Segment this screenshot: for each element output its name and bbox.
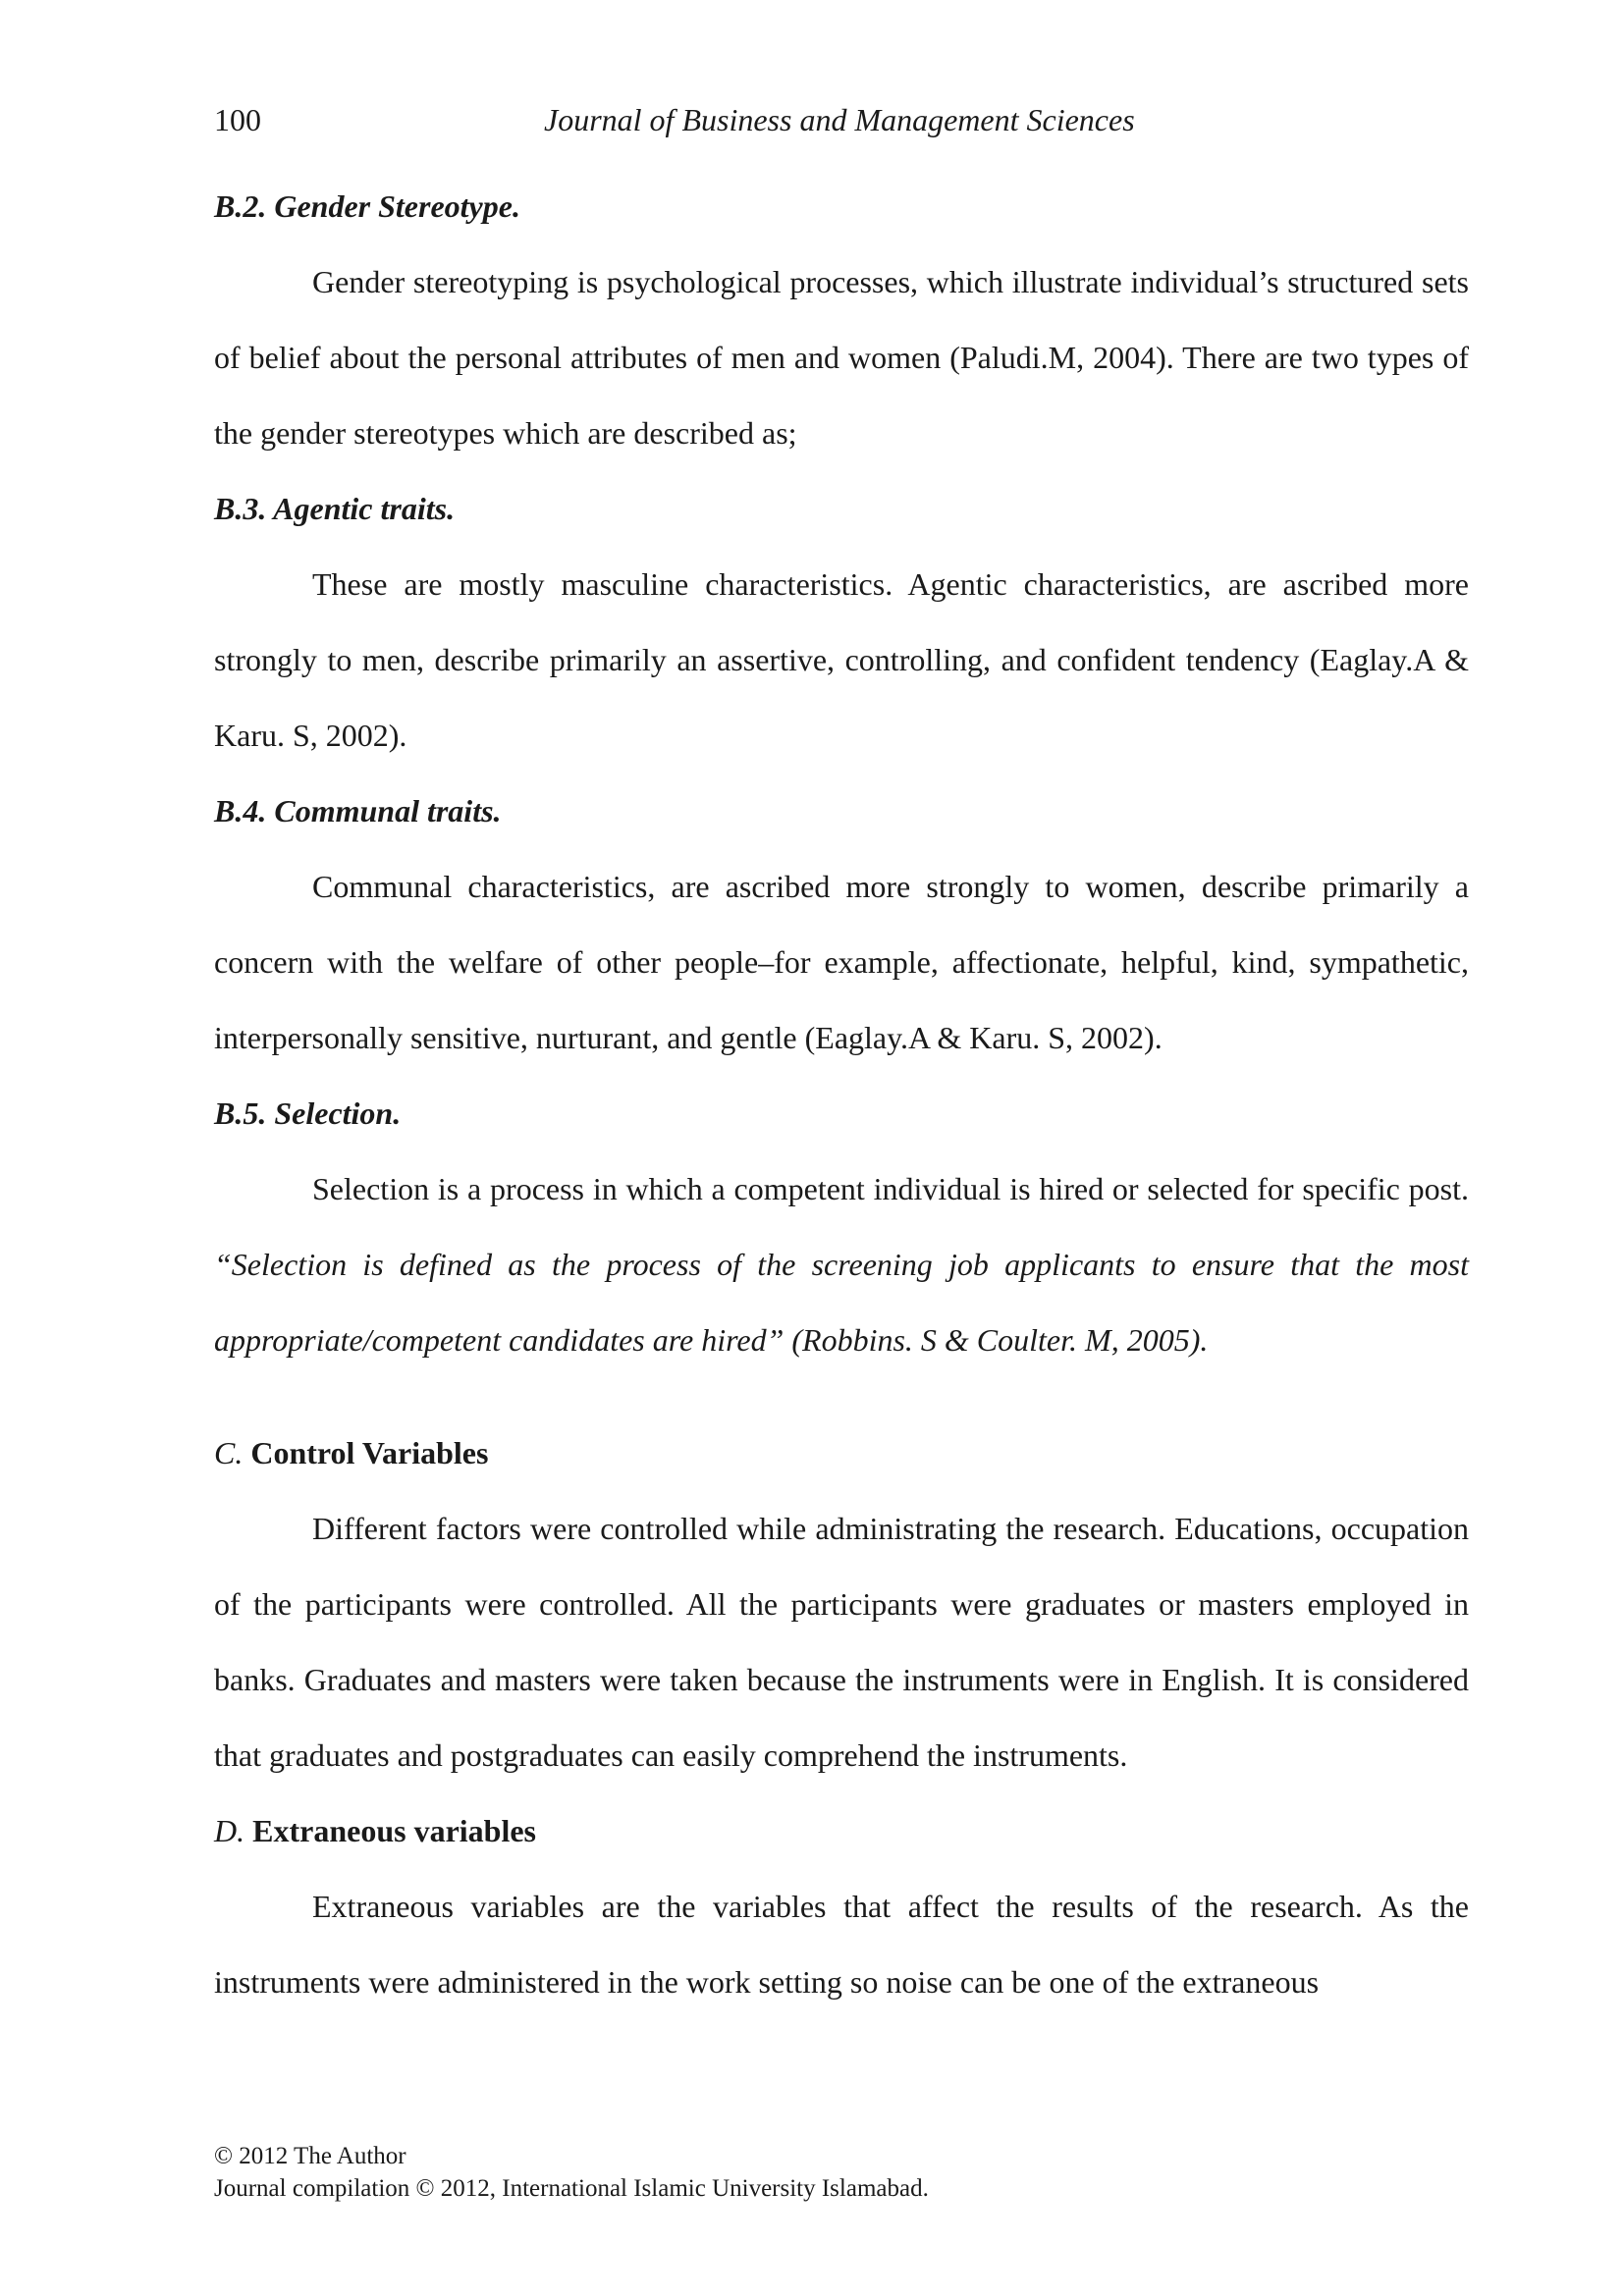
section-letter: C.: [214, 1435, 243, 1470]
body-paragraph: Communal characteristics, are ascribed more strongly to women, describe primarily a concern with the welfare of other people–for example, affectionate, helpful, kind, sympathetic, interpersonally sensitive, nurturant, and gentle (Eaglay.A & Karu. S, 2002).: [214, 869, 1469, 1055]
section-communal-traits: [214, 774, 1469, 1076]
section-spacer: [214, 1378, 1469, 1415]
definition-quote: “Selection is defined as the process of the screening job applicants to ensure that the most appropriate/competent candidates are hired” (Robbins. S & Coulter. M, 2005).: [214, 1247, 1469, 1358]
body-paragraph: These are mostly masculine characteristics. Agentic characteristics, are ascribed more strongly to men, describe primarily an assertive, controlling, and confident tendency (Eaglay.A & Karu. S, 2002).: [214, 566, 1469, 753]
section-control-variables: [214, 1415, 1469, 1793]
body-paragraph: Extraneous variables are the variables that affect the results of the research. As the instruments were administered in the work setting so noise can be one of the extraneous: [214, 1889, 1469, 2000]
page-number: 100: [214, 102, 261, 137]
compilation-line: Journal compilation © 2012, International Islamic University Islamabad.: [214, 2175, 929, 2202]
section-extraneous-variables: [214, 1793, 1469, 2020]
section-heading: B.2. Gender Stereotype.: [214, 188, 520, 224]
running-header: [214, 98, 1471, 141]
section-heading: [214, 1415, 1469, 1491]
copyright-line: © 2012 The Author: [214, 2143, 406, 2169]
section-letter: D.: [214, 1813, 245, 1848]
section-heading: [214, 1793, 1469, 1869]
section-agentic-traits: [214, 471, 1469, 774]
section-heading: B.3. Agentic traits.: [214, 491, 456, 526]
section-heading-text: Control Variables: [243, 1435, 489, 1470]
body-paragraph: Gender stereotyping is psychological processes, which illustrate individual’s structured sets of belief about the personal attributes of men and women (Paludi.M, 2004). There are two types of the gender stereotypes which are described as;: [214, 264, 1469, 451]
journal-title: Journal of Business and Management Sciences: [544, 102, 1135, 137]
section-heading: B.5. Selection.: [214, 1095, 402, 1131]
article-body: [214, 169, 1469, 2020]
section-heading: B.4. Communal traits.: [214, 793, 502, 828]
body-paragraph: [214, 1151, 1469, 1378]
body-paragraph: Different factors were controlled while administrating the research. Educations, occupation of the participants were controlled. All the participants were graduates or masters employed in banks. Graduates and masters were taken because the instruments were in English. It is considered that graduates and postgraduates can easily comprehend the instruments.: [214, 1511, 1469, 1773]
section-heading-text: Extraneous variables: [244, 1813, 536, 1848]
page-footer: [214, 2140, 1392, 2205]
section-selection: [214, 1076, 1469, 1378]
section-gender-stereotype: [214, 169, 1469, 471]
paragraph-lead: Selection is a process in which a competent individual is hired or selected for specific post.: [312, 1171, 1469, 1206]
